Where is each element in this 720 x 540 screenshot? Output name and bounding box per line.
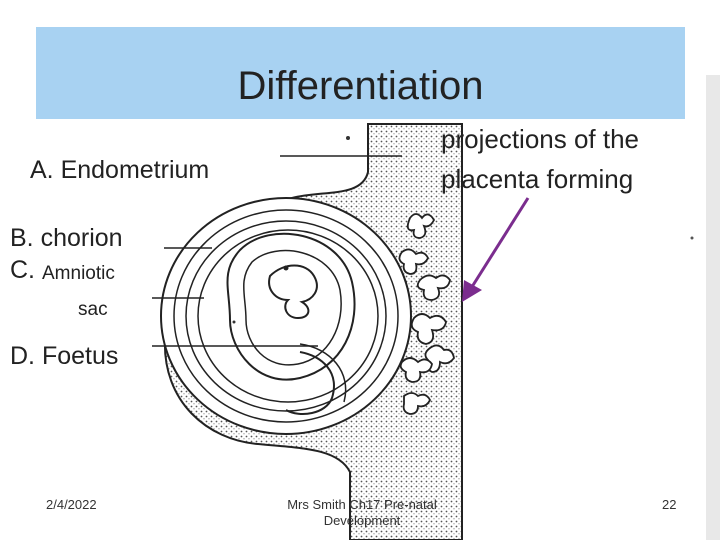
foetus-dot [284, 266, 289, 271]
speck [691, 237, 694, 240]
page-title: Differentiation [237, 64, 484, 108]
page-number: 22 [662, 497, 677, 512]
footer-center-line-1: Mrs Smith Ch17 Pre-natal [287, 497, 437, 512]
footer-date: 2/4/2022 [46, 497, 97, 512]
footer-center-line-2: Development [323, 513, 401, 528]
callout-line-2: placenta forming [441, 164, 634, 194]
speck [346, 136, 350, 140]
label-sac: sac [78, 299, 108, 320]
purple-arrow-icon [462, 198, 528, 302]
label-endometrium: A. Endometrium [30, 156, 210, 184]
slide-edge-strip [706, 75, 720, 540]
footer-center [262, 497, 462, 529]
label-c-letter: C. [10, 256, 35, 284]
label-amniotic: Amniotic [42, 263, 115, 284]
callout-line-1: projections of the [441, 124, 640, 154]
label-chorion: B. chorion [10, 224, 123, 252]
label-foetus: D. Foetus [10, 342, 119, 370]
speck [233, 321, 236, 324]
